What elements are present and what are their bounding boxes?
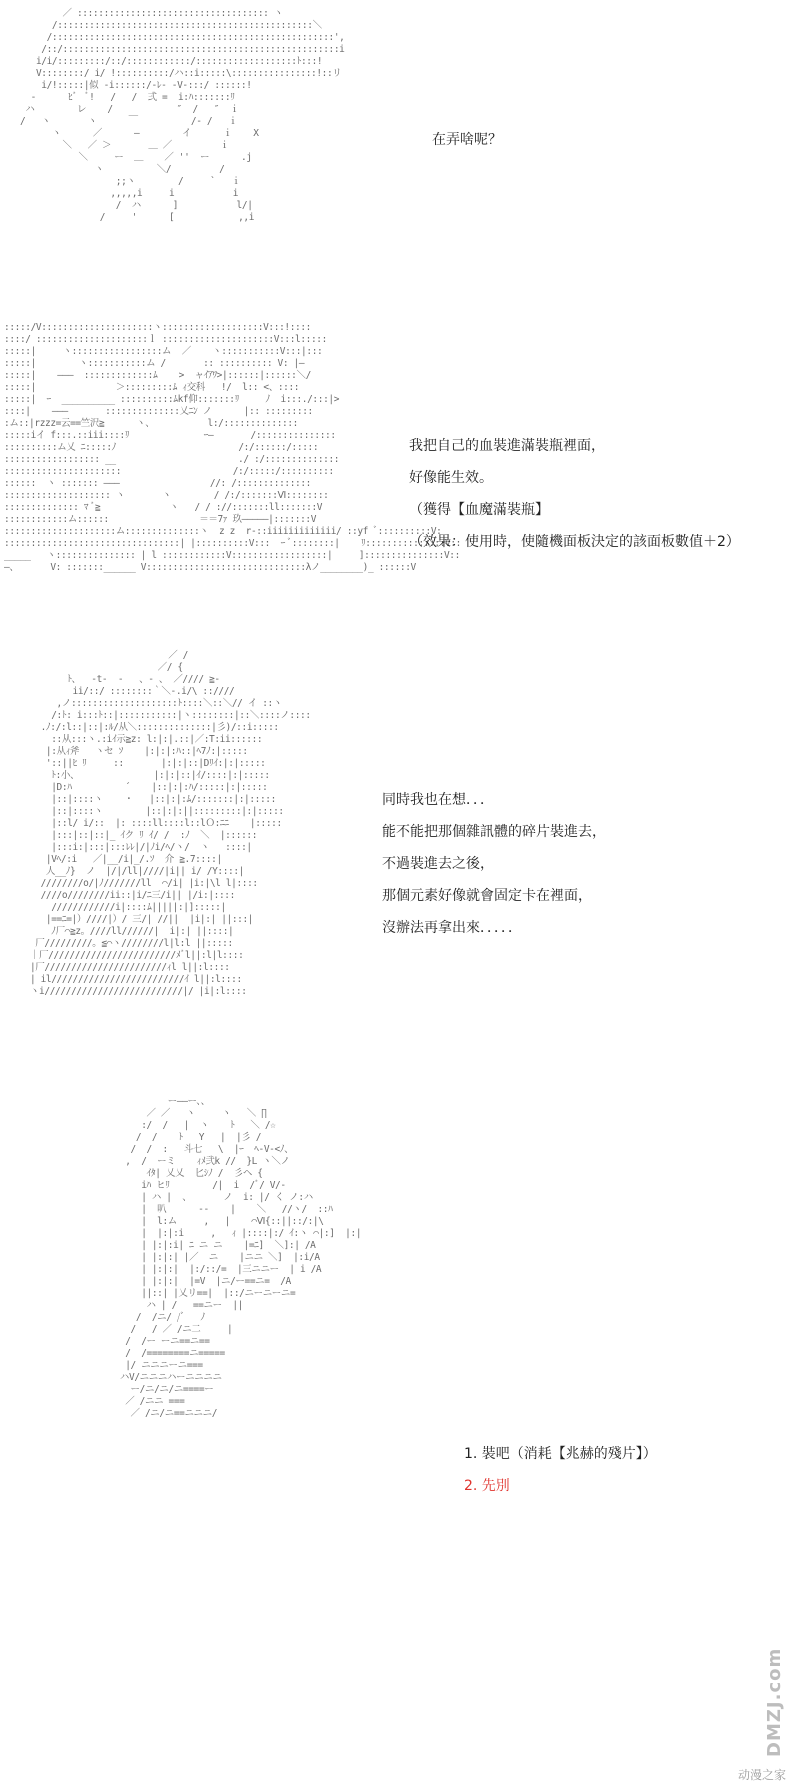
panel-3 bbox=[0, 648, 800, 1078]
choice-2[interactable]: 2. 先別 bbox=[464, 1478, 510, 1494]
choice-1[interactable]: 1. 裝吧（消耗【兆赫的殘片】） bbox=[464, 1446, 657, 1462]
dialog-line: 能不能把那個雜訊體的碎片裝進去， bbox=[382, 824, 606, 840]
choice-list bbox=[464, 1442, 657, 1506]
panel-4 bbox=[0, 1088, 800, 1791]
site-watermark: DMZJ.com bbox=[764, 1647, 785, 1757]
footer-watermark: 动漫之家 bbox=[737, 1768, 786, 1782]
dialog-line: 好像能生效。 bbox=[409, 470, 493, 486]
dialog-2 bbox=[409, 434, 740, 562]
dialog-line: 沒辦法再拿出來．．．．． bbox=[382, 920, 522, 936]
ascii-art-4: ー――ー、、 ／ ／ ヽ ヽ ＼ ∏ :/ / | ヽ ﾄ ＼ /☆ / / ﾄ Y | |彡 / / / : 斗七 \ |ｰ ﾍ-V-<ﾉ、 , / ーミ ｨﾒ弐k // }L ヽ＼ノ ｲﾀ| 乂乂 匕ｼﾉ / 彡ヘ { iﾊ ヒﾘ /| i /ﾞ/ V/- | ハ | 、 ノ i: |/ く ノ:ハ | 叭 -- | ＼ //ヽ/ ::ﾊ | l:ム , | ⌒Ⅵ{::||::/:|\ | |:|:i , ｨ |::::|:/ ｲ:ヽ ⌒|:] |:| | |:|:i| ﾆ ニ ニ |=ﾆ] ＼]:| /A | |:|:| |／ ニ |ニニ ＼] |:i/A | |:|:| |:/::/= |三ニニー | i /A | |:|:| |=V |ニ/ー==ニ= /A ||::| |乂リ==| |::/ニーニーニ= ハ | / ==ニー || / /ニ/ /ﾞ ﾉ / / ／ /ニ二 | / /ー ーニ==ニ== / /========ニ===== |/ ニニニーニ=== ハV/ニニニハーニニニニ ー/ニ/ニ/ニ====ー ／ /ニニ === ／ /ニ/ニ==ニニニ/ bbox=[119, 1096, 362, 1419]
dialog-line: 我把自己的血裝進滿裝瓶裡面， bbox=[409, 438, 605, 454]
dialog-1 bbox=[432, 128, 502, 160]
ascii-art-2: :::::/V:::::::::::::::::::::ヽ:::::::::::::::::::V:::!:::: ::::/ :::::::::::::::::::::ｌ :::::::::::::::::::::V:::l::::: :::::| ヽ:::::::::::::::::ム ／ ヽ:::::::::::V:::|::: :::::| ヽ:::::::::::ム / :: :::::::::: V: |― :::::| ――― :::::::::::::ﾑ > ャｲｱﾜ>|::::::|::::::＼/ :::::| ＞:::::::::ﾑ ｨ交科 !/ l:: <、:::: :::::| ｰ __________ ::::::::::ﾑkf仰:::::::ﾘ ﾉ i:::./:::|> ::::| ――― ::::::::::::::乂ﾆﾝ ノ |:: ::::::::: :ム::|rzzz=云==竺沢≧ ヽ、 l:/:::::::::::::: :::::iイ f:::.::iii::::ﾘ ｰ― /::::::::::::::: ::::::::::ム乂 ﾆ:::::ﾉ /:/::::::/::::: :::::::::::::::::: __ ./ :/:::::::::::::: :::::::::::::::::::::: /:/:::::/:::::::::: :::::: ヽ ::::::: ――― //: /:::::::::::::: :::::::::::::::::::: ヽ ヽ / /:/:::::::Ⅵ:::::::: :::::::::::::: ﾏ ﾞ≧ ヽ / / ://:::::::ll:::::::V ::::::::::::ム:::::: ＝＝7ｧ 玖―――――|:::::::V :::::::::::::::::::::ム::::::::::::::ヽ z z r-::iiiiiiiiiiiii/ ::yf ﾞ::::::::::V: :::::::::::::::::::::::::::::::::| |::::::::::V::: ｰ ﾞ::::::::| ﾘ:::::::::::::::V:: _____ ヽ::::::::::::::: | l ::::::::::::V::::::::::::::::::| ]:::::::::::::::V:: ―、 V: :::::::______ V::::::::::::::::::::::::::::::λノ________)_ ::::::V bbox=[4, 322, 461, 573]
ascii-art-3: ／ / ／/ { ﾄ、 -t- - 、- 、 ／//// ≧- ii/::/ ::::::::｀＼-.i/\ :://// ,ノ::::::::::::::::::::ﾄ::::＼::＼// イ ::ヽ /:ﾄ: i:::ﾄ::|:::::::::::|ヽ::::::::|::＼::::ノ:::: .ﾉ:/:l::|::|:ﾙ/从＼::::::::::::::|彡)/::i::::: ::从:::ヽ.:iｲ示≧z: l:|:|.::|／:T:ii:::::: |:从ｨ斧 ヽセ ｿ |:|:|:ﾊ::|ﾍ7ﾉ:|::::: '::||ﾋ ﾘ :: |:|:|::|Dﾘｲ:|:|::::: ﾄ:小、 |:|:|::|ｲ/::::|:|::::: |D:ﾊ ´ |::|:|:ﾊ/:::::|:|::::: |::|::::ヽ ・ |::|:|:ﾑ/:::::::|:|::::: |::|::::ヽ |::|:|:||:::::::::|:|::::: |::l/ i/:: |: ::::ll::::l::lＯ:ﾆﾆ |::::: |:::|::|::|_ ｲク ﾘ ｲ/ / :ﾉ ＼ |:::::: |:::i:|:::|:::ﾚﾚ|/|ﾉi/ﾍ/ヽ/ ヽ ::::| |Vﾍ/:i ／|__/i|_/.ｿ 介 ≧.7::::| 人__ﾉ} ノ |/|/ll|////|i|| i/ /Y::::| ////////o/|ﾉ///////ll ⌒/i| |i:|\l l|:::: ////o////////ii::|i/ﾆ三/i|| |/i:|:::: ////////////i|::::ﾑ|||||:|]:::::| |==ﾆ=|）////|）/ 三/| //|| |i|:| ||:::| ﾉ厂⌒≧z。////ll//////| i|:| ||::::| 厂/////////。≦⌒ヽ////////l|l:l ||::::: ｜厂////////////////////////ﾒﾞl||:l|l:::: |厂///////////////////////ｨl l||:l:::: | il/////////////////////////ｲ l||:l:::: ヽi//////////////////////////|/ |i|:l:::: bbox=[29, 650, 311, 997]
panel-2 bbox=[0, 318, 800, 638]
dialog-line: 在弄啥呢？ bbox=[432, 132, 502, 148]
ascii-art-1: ／ :::::::::::::::::::::::::::::::::::: ヽ /::::::::::::::::::::::::::::::::::::::::::::::::＼ /:::::::::::::::::::::::::::::::::::::::::::::::::::::', /::/::::::::::::::::::::::::::::::::::::::::::::::::::::i i/i/:::::::::/::/::::::::::::/:::::::::::::::::::ﾄ:::! V::::::::/ i/ !::::::::::/ハ::i:::::\::::::::::::::::!::リ i/!:::::|似 -i::::::/-ﾚ- -V-:::/ ::::::! - ﾋﾞ ﾞ! / / 弍 = i:ﾊ:::::::ﾘ ハ レ / ″ / ″ ｉ / ヽ ヽ ￣ /- / ｉ ヽ ／ ― イ ｉ X ＼ ／ ＞ ＿ ／ ｉ ＼ ー ＿ ／ '' ー .j ヽ ＼/ / ;;ヽ / ` ｉ ,,,,,i i i / ハ ] l/| / ' [ ,,i bbox=[20, 8, 345, 223]
panel-1 bbox=[0, 0, 800, 310]
dialog-3 bbox=[382, 788, 606, 948]
dialog-line: 那個元素好像就會固定卡在裡面， bbox=[382, 888, 592, 904]
dialog-line: （獲得【血魔滿裝瓶】 bbox=[409, 502, 549, 518]
dialog-line: （效果：使用時，使隨機面板決定的該面板數值＋2） bbox=[409, 534, 740, 550]
dialog-line: 不過裝進去之後， bbox=[382, 856, 494, 872]
dialog-line: 同時我也在想．．． bbox=[382, 792, 494, 808]
